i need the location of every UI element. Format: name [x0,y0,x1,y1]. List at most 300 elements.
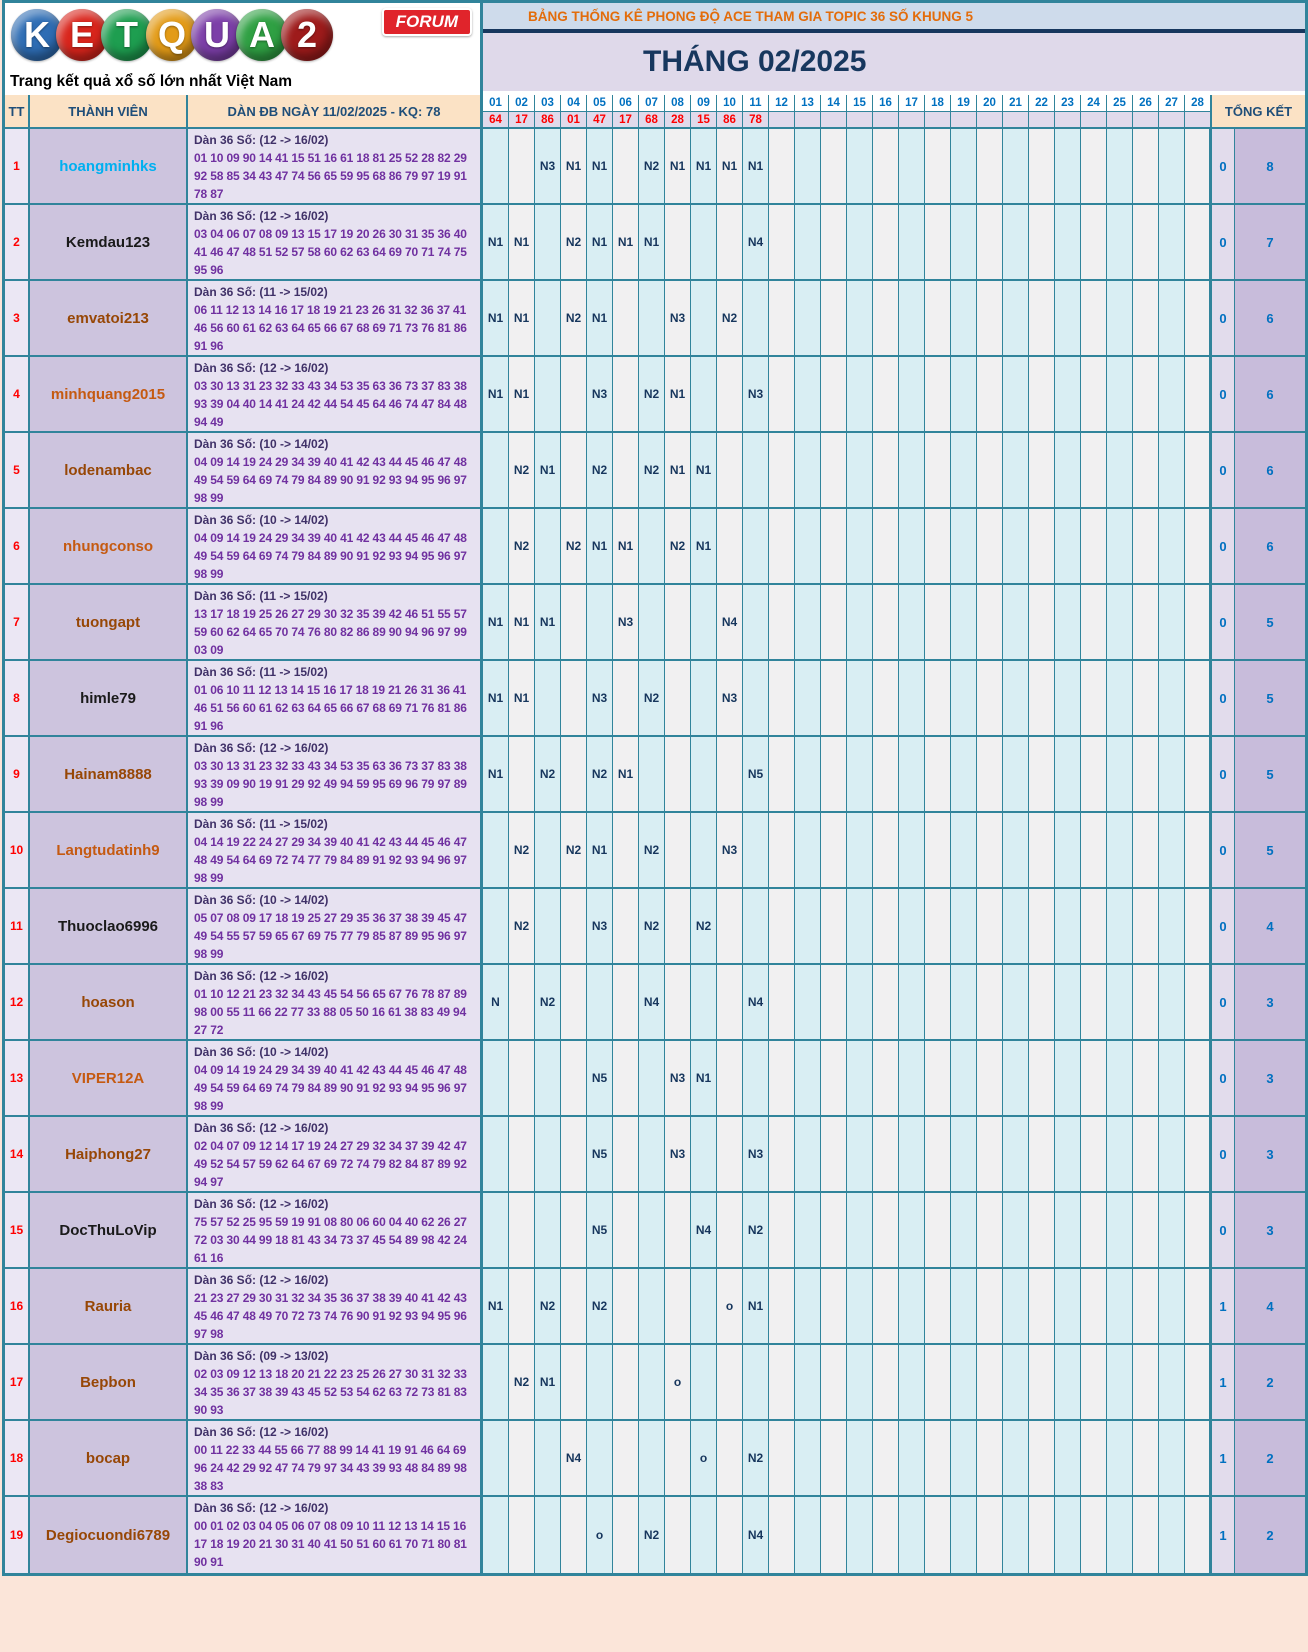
day-cell-25 [1107,1193,1133,1267]
day-cell-26 [1133,1421,1159,1495]
dan-numbers: 00 01 02 03 04 05 06 07 08 09 10 11 12 13 14 15 16 17 18 19 20 21 30 31 40 41 50 51 60 61 70 71 80 81 90 91 [194,1519,467,1569]
table-header [5,3,1305,95]
day-cell-21 [1003,1421,1029,1495]
day-cell-26 [1133,281,1159,355]
day-cell-07: N2 [639,661,665,735]
day-result: 01 [561,112,586,127]
day-cell-03 [535,509,561,583]
row-number: 7 [5,585,30,659]
day-cell-15 [847,889,873,963]
day-cell-10: o [717,1269,743,1343]
day-cell-05 [587,965,613,1039]
day-cell-15 [847,509,873,583]
dan-label: Dàn 36 Số: (11 -> 15/02) [194,665,328,679]
day-cell-24 [1081,509,1107,583]
day-cell-08 [665,1497,691,1573]
day-cell-06: N1 [613,205,639,279]
day-cell-10 [717,737,743,811]
day-cell-17 [899,585,925,659]
table-row [5,965,1305,1041]
day-cell-20 [977,1193,1003,1267]
day-cell-15 [847,965,873,1039]
dan-cell [188,1041,483,1115]
day-cell-01 [483,889,509,963]
day-cell-15 [847,737,873,811]
day-column-header-05 [587,95,613,127]
day-cell-11: N3 [743,357,769,431]
day-cell-26 [1133,585,1159,659]
day-cell-23 [1055,281,1081,355]
day-cell-12 [769,129,795,203]
row-number: 3 [5,281,30,355]
day-cell-25 [1107,737,1133,811]
day-cell-11 [743,813,769,887]
day-cell-04 [561,1269,587,1343]
day-cell-03: N2 [535,737,561,811]
summary-win-count: 6 [1235,281,1305,355]
table-row [5,1041,1305,1117]
day-column-header-21 [1003,95,1029,127]
dan-numbers: 03 30 13 31 23 32 33 43 34 53 35 63 36 73 37 83 38 93 39 04 40 14 41 24 42 44 54 45 64 46 74 47 84 48 94 49 [194,379,467,429]
day-cell-09 [691,281,717,355]
member-name: Hainam8888 [30,737,188,811]
day-cell-12 [769,1497,795,1573]
day-cell-18 [925,1421,951,1495]
day-cell-02: N2 [509,1345,535,1419]
day-result: 17 [509,112,534,127]
day-cell-07 [639,737,665,811]
day-cell-17 [899,205,925,279]
day-number: 27 [1159,95,1184,112]
day-number: 09 [691,95,716,112]
day-cell-18 [925,661,951,735]
day-cell-27 [1159,357,1185,431]
day-cell-25 [1107,661,1133,735]
day-cell-07 [639,509,665,583]
day-cell-08 [665,813,691,887]
day-number: 18 [925,95,950,112]
day-cell-28 [1185,509,1211,583]
day-cell-05 [587,1345,613,1419]
day-cell-05: N1 [587,205,613,279]
day-cell-25 [1107,1269,1133,1343]
day-cell-19 [951,509,977,583]
summary-miss-count: 0 [1211,433,1235,507]
row-number: 11 [5,889,30,963]
day-cell-06 [613,1117,639,1191]
member-name: Degiocuondi6789 [30,1497,188,1573]
day-number: 03 [535,95,560,112]
day-cell-23 [1055,357,1081,431]
row-number: 6 [5,509,30,583]
dan-label: Dàn 36 Số: (12 -> 16/02) [194,361,329,375]
day-cell-25 [1107,965,1133,1039]
day-cell-21 [1003,433,1029,507]
dan-numbers: 01 06 10 11 12 13 14 15 16 17 18 19 21 26 31 36 41 46 51 56 60 61 62 63 64 65 66 67 68 69 71 76 81 86 91 96 [194,683,467,733]
day-cell-01 [483,129,509,203]
day-cell-28 [1185,205,1211,279]
day-cell-16 [873,357,899,431]
day-cell-13 [795,509,821,583]
day-cell-01 [483,433,509,507]
day-cell-17 [899,1497,925,1573]
col-header-tt: TT [5,95,30,127]
day-cell-19 [951,813,977,887]
day-cell-10 [717,205,743,279]
day-cell-04 [561,889,587,963]
day-cell-18 [925,433,951,507]
day-cell-11 [743,1041,769,1115]
day-cell-20 [977,661,1003,735]
row-number: 2 [5,205,30,279]
day-cell-11: N5 [743,737,769,811]
day-cell-02: N2 [509,889,535,963]
day-cell-11 [743,509,769,583]
day-cell-11: N2 [743,1193,769,1267]
table-row [5,1269,1305,1345]
day-cell-19 [951,889,977,963]
dan-numbers: 00 11 22 33 44 55 66 77 88 99 14 41 19 91 46 64 69 96 24 42 29 92 47 74 79 97 34 43 39 93 48 84 89 98 38 83 [194,1443,467,1493]
day-cell-18 [925,1345,951,1419]
day-cell-02: N1 [509,205,535,279]
day-cell-12 [769,205,795,279]
day-cell-07 [639,1193,665,1267]
dan-cell [188,1269,483,1343]
day-result: 86 [535,112,560,127]
summary-win-count: 3 [1235,1041,1305,1115]
day-cell-05: N5 [587,1193,613,1267]
summary-miss-count: 0 [1211,737,1235,811]
day-cell-13 [795,205,821,279]
day-cell-21 [1003,1497,1029,1573]
day-cell-16 [873,1041,899,1115]
day-cell-03 [535,281,561,355]
day-cell-14 [821,813,847,887]
day-cell-18 [925,813,951,887]
day-column-header-06 [613,95,639,127]
dan-label: Dàn 36 Số: (12 -> 16/02) [194,209,329,223]
day-cell-10: N3 [717,661,743,735]
day-cell-27 [1159,509,1185,583]
day-cell-05: N5 [587,1117,613,1191]
table-row [5,889,1305,965]
summary-win-count: 6 [1235,357,1305,431]
day-cell-25 [1107,129,1133,203]
day-cell-22 [1029,205,1055,279]
member-name: minhquang2015 [30,357,188,431]
day-cell-12 [769,889,795,963]
dan-numbers: 01 10 09 90 14 41 15 51 16 61 18 81 25 52 28 82 29 92 58 85 34 43 47 74 56 65 59 95 68 86 79 97 19 91 78 87 [194,151,467,201]
day-cell-07: N2 [639,1497,665,1573]
day-cell-08: N3 [665,281,691,355]
day-cell-03: N3 [535,129,561,203]
day-cell-03 [535,813,561,887]
day-cell-17 [899,661,925,735]
day-number: 11 [743,95,768,112]
day-cell-12 [769,1345,795,1419]
day-cell-22 [1029,129,1055,203]
day-cell-05: o [587,1497,613,1573]
day-result: 15 [691,112,716,127]
day-cell-19 [951,1421,977,1495]
day-cell-18 [925,889,951,963]
day-number: 12 [769,95,794,112]
day-cell-09 [691,585,717,659]
day-cell-11: N4 [743,205,769,279]
day-cell-12 [769,509,795,583]
day-cell-19 [951,1117,977,1191]
day-cell-06 [613,1041,639,1115]
day-cell-14 [821,433,847,507]
day-cell-21 [1003,357,1029,431]
day-cell-24 [1081,1193,1107,1267]
stats-table [2,0,1308,1576]
day-cell-26 [1133,1117,1159,1191]
day-cell-20 [977,1041,1003,1115]
day-cell-14 [821,1269,847,1343]
day-cell-16 [873,889,899,963]
day-cell-24 [1081,433,1107,507]
day-cell-01 [483,1345,509,1419]
day-cell-09: N1 [691,1041,717,1115]
table-body [5,129,1305,1573]
day-cell-06 [613,813,639,887]
day-cell-15 [847,1421,873,1495]
summary-win-count: 5 [1235,585,1305,659]
day-cell-15 [847,585,873,659]
day-cell-18 [925,1041,951,1115]
day-cell-02 [509,1497,535,1573]
day-cell-17 [899,357,925,431]
day-cell-01: N1 [483,585,509,659]
day-cell-28 [1185,585,1211,659]
day-cell-10 [717,509,743,583]
day-cell-24 [1081,357,1107,431]
day-cell-21 [1003,813,1029,887]
dan-label: Dàn 36 Số: (11 -> 15/02) [194,285,328,299]
dan-label: Dàn 36 Số: (10 -> 14/02) [194,513,329,527]
day-cell-06 [613,1193,639,1267]
dan-label: Dàn 36 Số: (11 -> 15/02) [194,589,328,603]
day-cell-26 [1133,509,1159,583]
day-cell-25 [1107,585,1133,659]
day-cell-03 [535,1421,561,1495]
day-cell-20 [977,1345,1003,1419]
member-name: Langtudatinh9 [30,813,188,887]
summary-miss-count: 0 [1211,1117,1235,1191]
dan-label: Dàn 36 Số: (12 -> 16/02) [194,133,329,147]
day-cell-24 [1081,1497,1107,1573]
day-cell-21 [1003,509,1029,583]
col-header-dan: DÀN ĐB NGÀY 11/02/2025 - KQ: 78 [188,95,483,127]
day-cell-08: N2 [665,509,691,583]
day-cell-08: N3 [665,1117,691,1191]
day-cell-20 [977,509,1003,583]
day-cell-10 [717,965,743,1039]
summary-win-count: 3 [1235,1193,1305,1267]
day-cell-02 [509,1117,535,1191]
day-cell-03 [535,661,561,735]
day-cell-19 [951,357,977,431]
day-cell-13 [795,1421,821,1495]
day-number: 21 [1003,95,1028,112]
day-cell-10 [717,357,743,431]
day-cell-24 [1081,129,1107,203]
summary-win-count: 7 [1235,205,1305,279]
day-cell-20 [977,965,1003,1039]
day-number: 26 [1133,95,1158,112]
day-cell-07 [639,585,665,659]
day-cell-06 [613,281,639,355]
day-cell-16 [873,965,899,1039]
day-cell-05: N2 [587,433,613,507]
day-cell-04 [561,1041,587,1115]
day-cell-17 [899,1269,925,1343]
summary-win-count: 4 [1235,1269,1305,1343]
summary-win-count: 5 [1235,813,1305,887]
day-cell-11 [743,433,769,507]
day-cell-11 [743,281,769,355]
day-cell-23 [1055,1421,1081,1495]
day-cell-12 [769,1041,795,1115]
forum-badge: FORUM [382,8,472,36]
day-cell-23 [1055,1041,1081,1115]
dan-label: Dàn 36 Số: (11 -> 15/02) [194,817,328,831]
col-header-summary: TỔNG KẾT [1211,95,1305,127]
day-cell-19 [951,205,977,279]
day-cell-17 [899,1041,925,1115]
dan-cell [188,205,483,279]
day-cell-03 [535,1193,561,1267]
day-cell-15 [847,205,873,279]
day-cell-19 [951,129,977,203]
day-column-header-14 [821,95,847,127]
day-cell-10: N1 [717,129,743,203]
day-column-header-18 [925,95,951,127]
logo-letter-A: A [236,9,288,61]
day-column-header-02 [509,95,535,127]
day-cell-28 [1185,1041,1211,1115]
day-cell-19 [951,1041,977,1115]
day-cell-09 [691,1345,717,1419]
day-cell-06 [613,889,639,963]
member-name: tuongapt [30,585,188,659]
day-cell-08 [665,205,691,279]
day-cell-07 [639,1421,665,1495]
day-cell-13 [795,281,821,355]
day-cell-12 [769,1117,795,1191]
day-cell-10: N3 [717,813,743,887]
day-cell-21 [1003,585,1029,659]
day-cell-14 [821,509,847,583]
day-cell-27 [1159,1041,1185,1115]
day-cell-26 [1133,129,1159,203]
day-column-header-15 [847,95,873,127]
day-cell-06 [613,1345,639,1419]
day-cell-05: N3 [587,357,613,431]
day-cell-01: N1 [483,737,509,811]
day-cell-02: N2 [509,509,535,583]
day-cell-13 [795,965,821,1039]
day-cell-24 [1081,661,1107,735]
day-cell-23 [1055,509,1081,583]
day-cell-22 [1029,1345,1055,1419]
day-cell-10 [717,1193,743,1267]
day-cell-14 [821,661,847,735]
dan-cell [188,357,483,431]
table-row [5,205,1305,281]
day-cell-08 [665,1421,691,1495]
day-cell-27 [1159,1497,1185,1573]
dan-cell [188,1497,483,1573]
day-column-header-13 [795,95,821,127]
dan-cell [188,1421,483,1495]
day-cell-28 [1185,813,1211,887]
day-cell-13 [795,1497,821,1573]
day-cell-01: N1 [483,205,509,279]
day-cell-03: N2 [535,1269,561,1343]
day-column-header-24 [1081,95,1107,127]
day-cell-14 [821,1497,847,1573]
day-cell-26 [1133,813,1159,887]
day-number: 19 [951,95,976,112]
day-cell-26 [1133,433,1159,507]
day-cell-27 [1159,1421,1185,1495]
day-result: 64 [483,112,508,127]
day-result [899,112,924,127]
day-cell-26 [1133,661,1159,735]
day-cell-20 [977,205,1003,279]
day-cell-15 [847,129,873,203]
day-cell-24 [1081,965,1107,1039]
dan-cell [188,585,483,659]
dan-cell [188,1117,483,1191]
day-cell-04 [561,433,587,507]
day-cell-12 [769,661,795,735]
day-cell-03 [535,1117,561,1191]
day-cell-22 [1029,357,1055,431]
dan-numbers: 03 04 06 07 08 09 13 15 17 19 20 26 30 31 35 36 40 41 46 47 48 51 52 57 58 60 62 63 64 69 70 71 74 75 95 96 [194,227,467,277]
day-cell-14 [821,1041,847,1115]
day-column-header-09 [691,95,717,127]
day-cell-04 [561,1345,587,1419]
day-cell-11 [743,1345,769,1419]
summary-miss-count: 0 [1211,661,1235,735]
day-cell-22 [1029,1421,1055,1495]
day-cell-05: N3 [587,661,613,735]
day-number: 20 [977,95,1002,112]
table-row [5,281,1305,357]
dan-cell [188,509,483,583]
day-cell-13 [795,433,821,507]
day-cell-10 [717,1421,743,1495]
day-cell-28 [1185,281,1211,355]
day-cell-08: N3 [665,1041,691,1115]
day-cell-25 [1107,889,1133,963]
summary-miss-count: 0 [1211,129,1235,203]
day-result [1159,112,1184,127]
day-cell-17 [899,1345,925,1419]
day-cell-16 [873,129,899,203]
day-cell-01 [483,1421,509,1495]
day-cell-07: N2 [639,889,665,963]
day-cell-20 [977,585,1003,659]
day-cell-23 [1055,129,1081,203]
day-cell-16 [873,509,899,583]
day-cell-14 [821,129,847,203]
day-cell-26 [1133,1193,1159,1267]
day-cell-26 [1133,1041,1159,1115]
